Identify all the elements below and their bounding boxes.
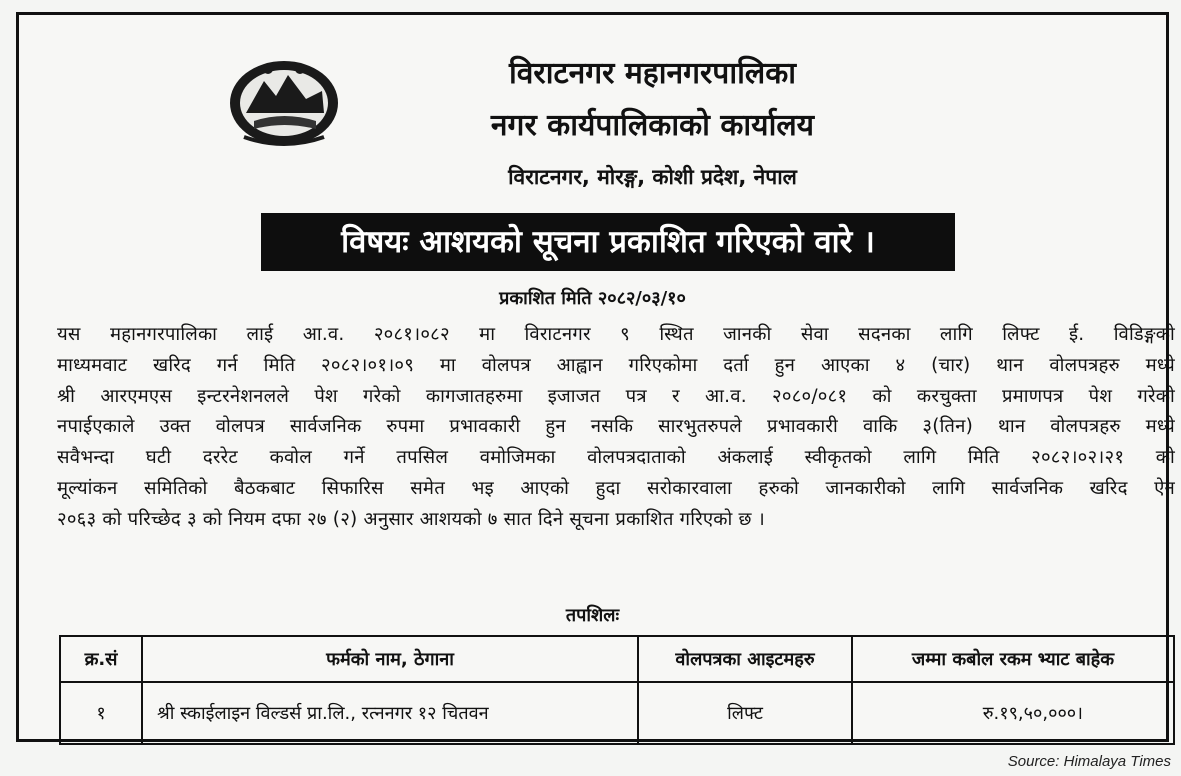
table-header-row <box>60 636 1174 682</box>
office-address: विराटनगर, मोरङ्ग, कोशी प्रदेश, नेपाल <box>508 165 797 189</box>
notice-frame <box>16 12 1175 742</box>
body-line: श्री आरएमएस इन्टरनेशनलले पेश गरेको कागजातहरुमा इजाजत पत्र र आ.व. २०८०/०८१ को करचुक्ता प्रमाणपत्र पेश गरेको <box>57 385 1175 407</box>
col-amount: जम्मा कबोल रकम भ्याट बाहेक <box>852 636 1174 682</box>
organization-name: विराटनगर महानगरपालिका <box>508 56 797 91</box>
cell-firm: श्री स्काईलाइन विल्डर्स प्रा.लि., रत्ननगर १२ चितवन <box>142 682 638 744</box>
cell-items: लिफ्ट <box>638 682 852 744</box>
body-line: २०६३ को परिच्छेद ३ को नियम दफा २७ (२) अनुसार आशयको ७ सात दिने सूचना प्रकाशित गरिएको छ । <box>57 508 766 530</box>
cell-serial: १ <box>60 682 142 744</box>
published-date: प्रकाशित मिति २०८२/०३/१० <box>499 288 686 309</box>
col-serial: क्र.सं <box>60 636 142 682</box>
body-line: माध्यमवाट खरिद गर्न मिति २०८२।०१।०९ मा वोलपत्र आह्वान गरिएकोमा दर्ता हुन आएका ४ (चार) थान वोलपत्रहरु मध्ये <box>57 354 1175 376</box>
table-row <box>60 682 1174 744</box>
col-items: वोलपत्रका आइटमहरु <box>638 636 852 682</box>
schedule-title: तपशिलः <box>565 605 620 626</box>
notice-body <box>57 320 1175 536</box>
body-line: नपाईएकाले उक्त वोलपत्र सार्वजनिक रुपमा प्रभावकारी हुन नसकि सारभुतरुपले प्रभावकारी वाकि ३(तिन) थान वोलपत्रहरु मध्ये <box>57 416 1175 438</box>
body-line: सवैभन्दा घटी दररेट कवोल गर्ने तपसिल वमोजिमका वोलपत्रदाताको अंकलाई स्वीकृतको लागि मिति २०८२।०२।२१ को <box>57 447 1175 469</box>
subject-banner: विषयः आशयको सूचना प्रकाशित गरिएको वारे । <box>261 213 955 271</box>
col-firm: फर्मको नाम, ठेगाना <box>142 636 638 682</box>
body-line: मूल्यांकन समितिको बैठकबाट सिफारिस समेत भइ आएको हुदा सरोकारवाला हरुको जानकारीको लागि सार्वजनिक खरिद ऐन <box>57 477 1175 499</box>
bid-table <box>59 635 1175 745</box>
cell-amount: रु.१९,५०,०००। <box>852 682 1174 744</box>
body-line: यस महानगरपालिका लाई आ.व. २०८१।०८२ मा विराटनगर ९ स्थित जानकी सेवा सदनका लागि लिफ्ट ई. विडिङ्गको <box>57 324 1175 345</box>
office-name: नगर कार्यपालिकाको कार्यालय <box>490 108 815 143</box>
source-credit: Source: Himalaya Times <box>1007 753 1171 770</box>
